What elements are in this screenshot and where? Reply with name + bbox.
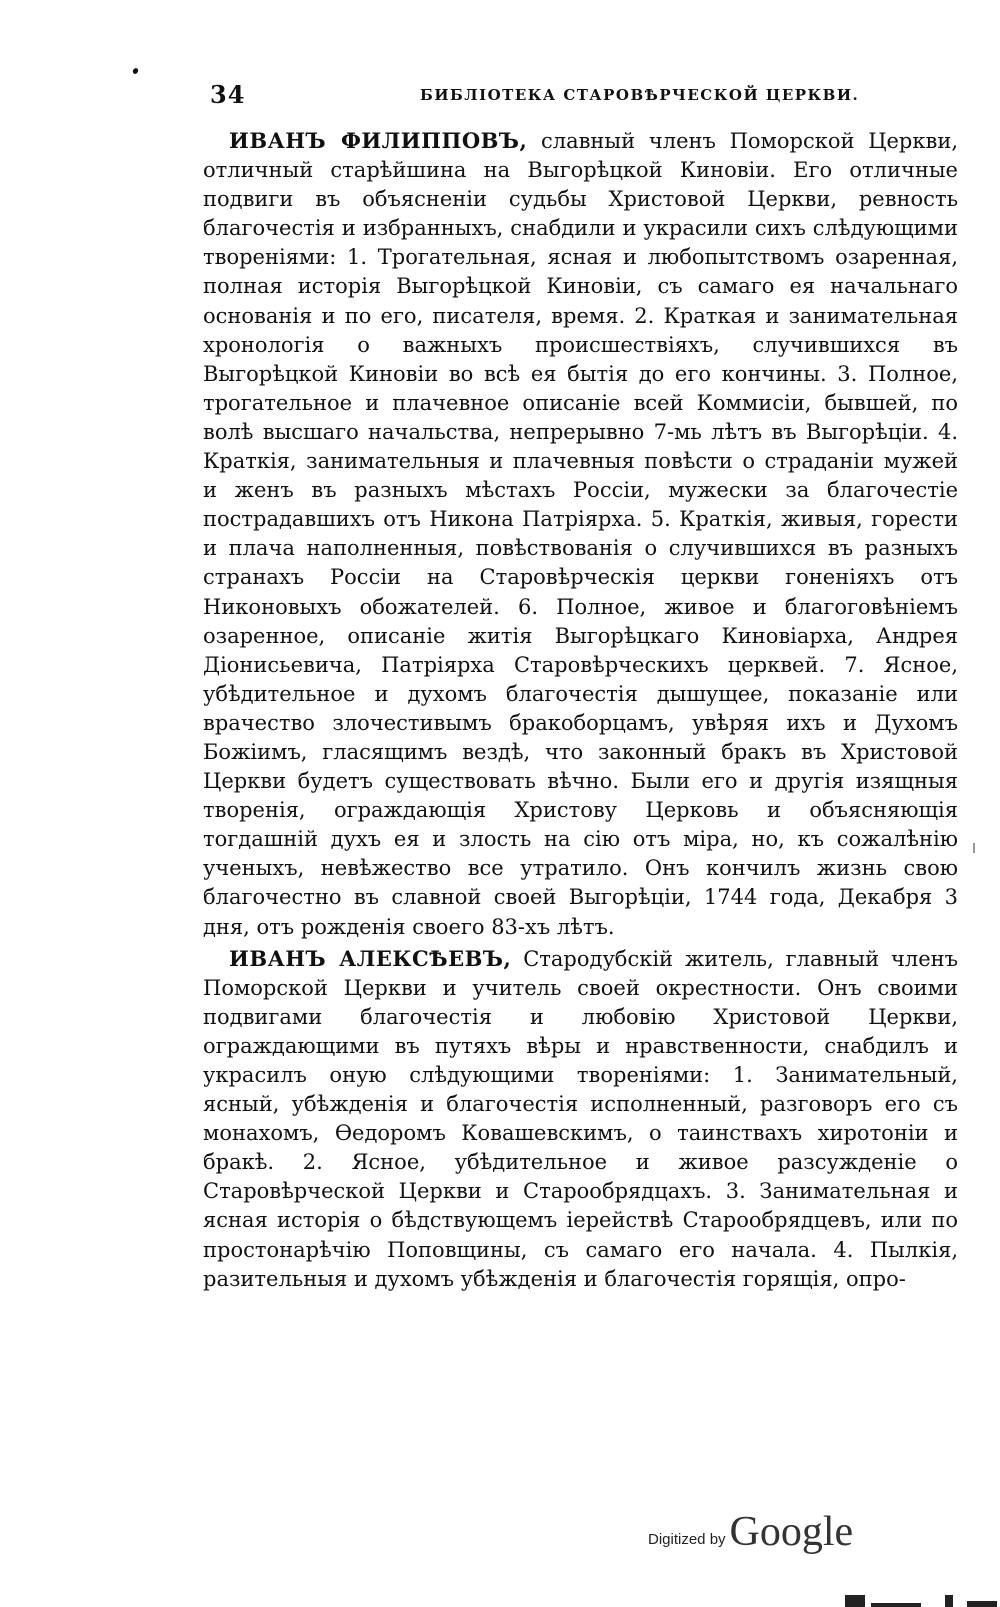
watermark-prefix: Digitized by	[648, 1531, 726, 1548]
margin-mark	[973, 843, 975, 853]
entry-text: Стародубскій житель, главный членъ Поморской Церкви и учитель своей окрестности. Онъ своими подвигами благочестія и любовію Христовой Церкви, ограждающими въ путяхъ вѣры и нравственности, снабдилъ и украсилъ оную слѣдующими твореніями: 1. Занимательный, ясный, убѣжденія и благочестія исполненный, разговоръ его съ монахомъ, Ѳедоромъ Ковашевскимъ, о таинствахъ хиротоніи и бракѣ. 2. Ясное, убѣдительное и живое разсужденіе о Старовѣрческой Церкви и Старообрядцахъ. 3. Занимательная и ясная исторія о бѣдствующемъ іерействѣ Старообрядцевъ, или по простонарѣчію Поповщины, съ самаго его начала. 4. Пылкія, разительныя и духомъ убѣжденія и благочестія горящія, опро-	[203, 946, 958, 1291]
page-number: 34	[210, 80, 246, 109]
running-title: БИБЛІОТЕКА СТАРОВѢРЧЕСКОЙ ЦЕРКВИ.	[420, 86, 860, 104]
entry-name: ИВАНЪ ФИЛИППОВЪ,	[229, 128, 528, 153]
entry-paragraph	[203, 126, 958, 942]
digitized-watermark	[648, 1502, 853, 1562]
entry-name: ИВАНЪ АЛЕКСѢЕВЪ,	[229, 945, 512, 971]
watermark-brand-logo: Google	[729, 1509, 854, 1555]
entry-paragraph	[203, 944, 958, 1294]
entry-text: славный членъ Поморской Церкви, отличный старѣйшина на Выгорѣцкой Киновіи. Его отличные подвиги въ объясненіи судьбы Христовой Церкви, ревность благочестія и избранныхъ, снабдили и украсили сихъ слѣдующими твореніями: 1. Трогательная, ясная и любопытствомъ озаренная, полная исторія Выгорѣцкой Киновіи, съ самаго ея начальнаго основанія и по его, писателя, время. 2. Краткая и занимательная хронологія о важныхъ происшествіяхъ, случившихся въ Выгорѣцкой Киновіи во всѣ ея бытія до его кончины. 3. Полное, трогательное и плачевное описаніе всей Коммисіи, бывшей, по волѣ высшаго начальства, непрерывно 7-мь лѣтъ въ Выгорѣціи. 4. Краткія, занимательныя и плачевныя повѣсти о страданіи мужей и женъ въ разныхъ мѣстахъ Россіи, мужески за благочестіе пострадавшихъ отъ Никона Патріярха. 5. Краткія, живыя, горести и плача наполненныя, повѣствованія о случившихся въ разныхъ странахъ Россіи на Старовѣрческія церкви гоненіяхъ отъ Никоновыхъ обожателей. 6. Полное, живое и благоговѣніемъ озаренное, описаніе житія Выгорѣцкаго Киновіарха, Андрея Діонисьевича, Патріярха Старовѣрческихъ церквей. 7. Ясное, убѣдительное и духомъ благочестія дышущее, показаніе или врачество злочестивымъ бракоборцамъ, увѣряя ихъ и Духомъ Божіимъ, гласящимъ вездѣ, что законный бракъ въ Христовой Церкви будетъ существовать вѣчно. Были его и другія изящныя творенія, ограждающія Христову Церковь и объясняющія тогдашній духъ ея и злость на сію отъ міра, но, къ сожалѣнію ученыхъ, невѣжество все утратило. Онъ кончилъ жизнь свою благочестно въ славной своей Выгорѣціи, 1744 года, Декабря 3 дня, отъ рожденія своего 83-хъ лѣтъ.	[203, 129, 958, 939]
ink-speck	[132, 67, 139, 75]
body-text	[203, 126, 958, 1294]
bottom-edge-marks	[845, 1592, 1000, 1607]
page-header	[210, 80, 970, 112]
